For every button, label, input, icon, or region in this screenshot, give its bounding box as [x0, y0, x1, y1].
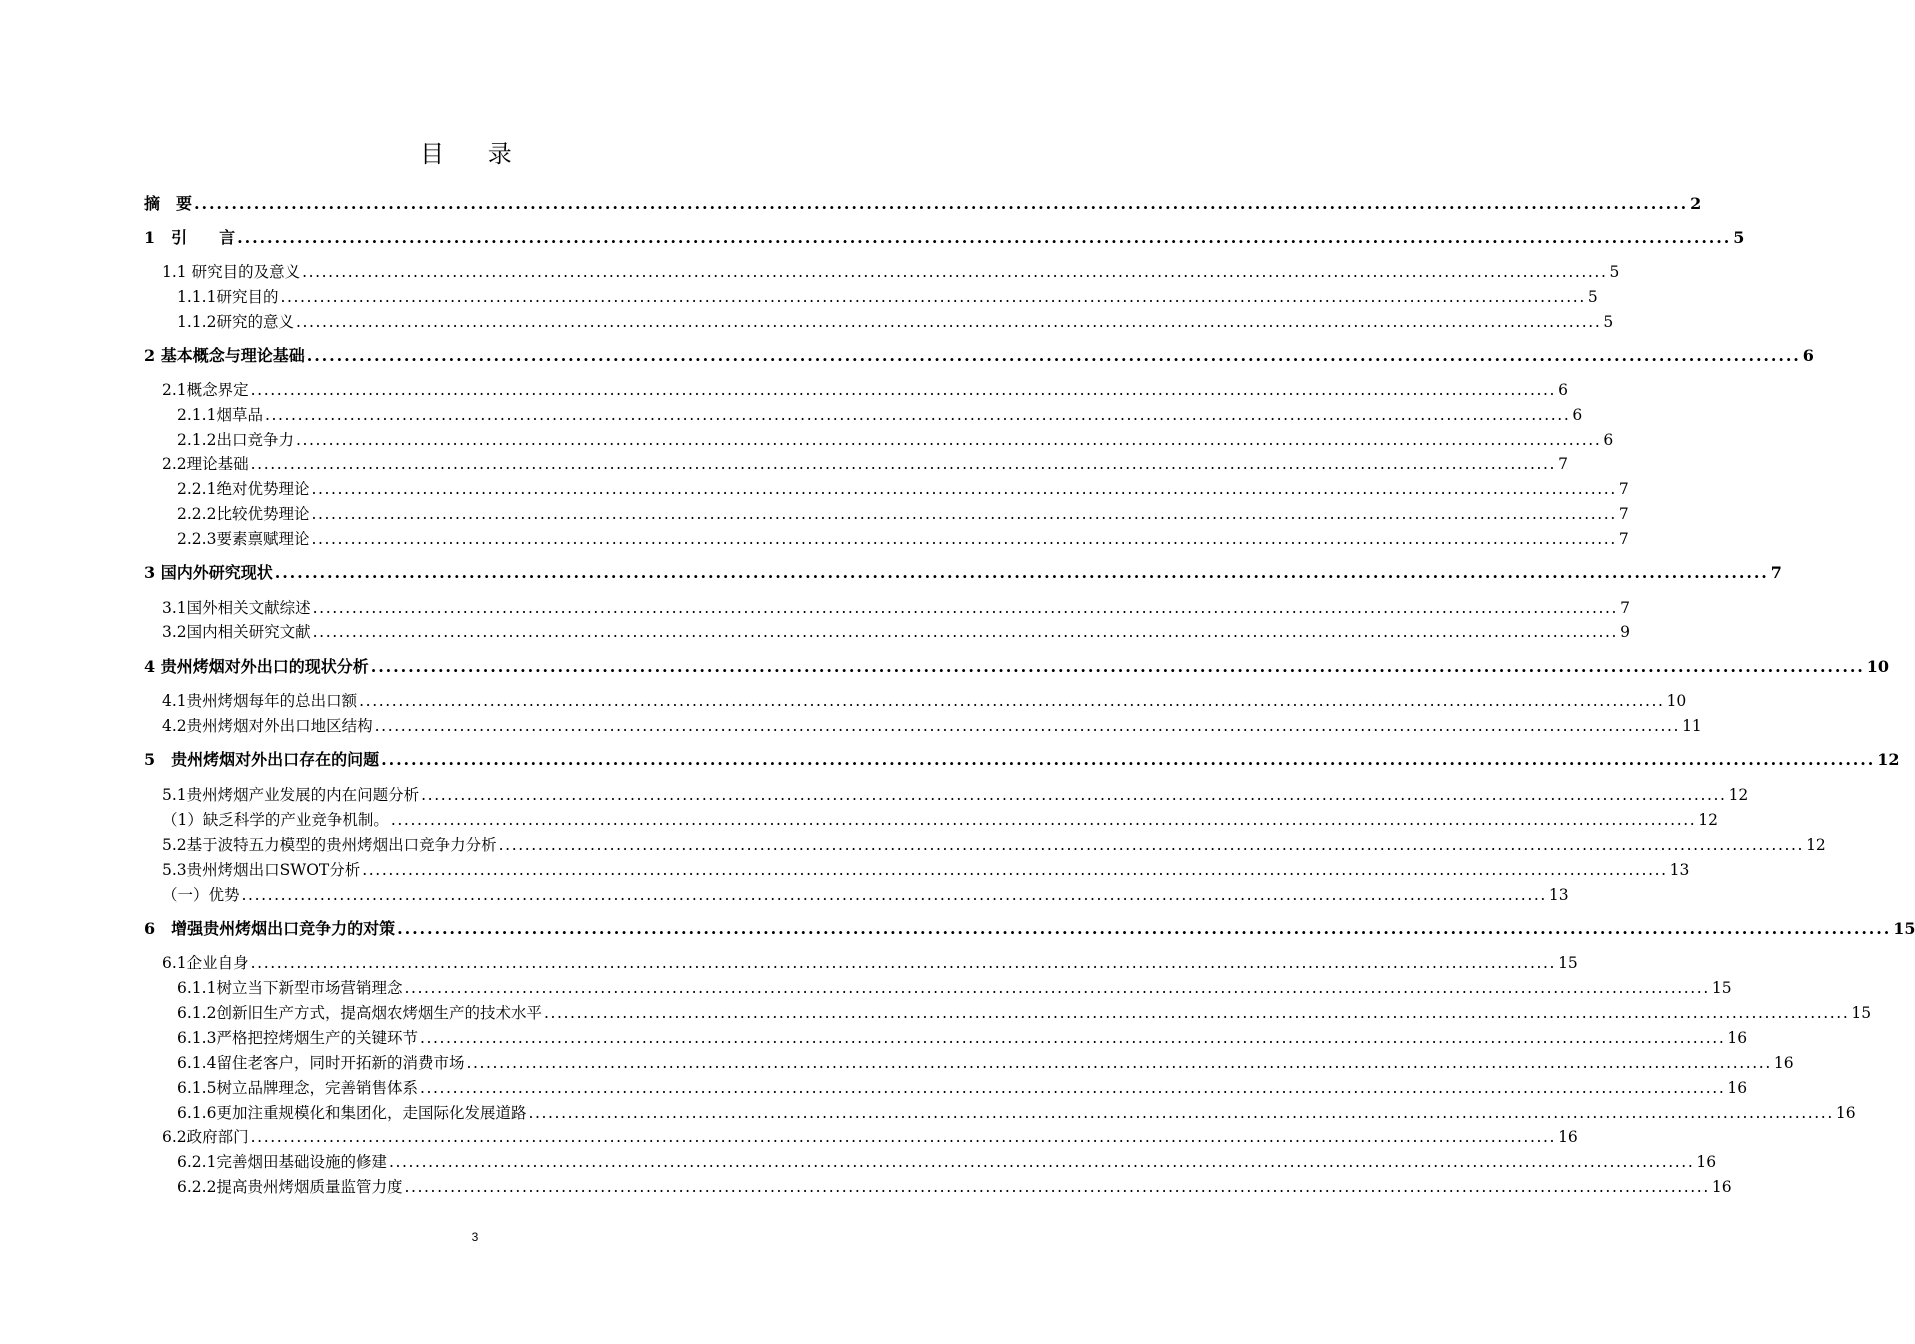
toc-entry-page: 10: [1666, 692, 1687, 710]
toc-leader-dots: ........................................................................................................................................................................................................: [466, 1054, 1772, 1072]
toc-entry-label: 1.1 研究目的及意义: [162, 263, 301, 281]
toc-leader-dots: ........................................................................................................................................................................................................: [381, 750, 1876, 769]
toc-entry-label: 5.2基于波特五力模型的贵州烤烟出口竞争力分析: [162, 836, 497, 854]
toc-entry-page: 13: [1548, 886, 1569, 904]
toc-entry-page: 6: [1802, 346, 1814, 365]
toc-entry[interactable]: [144, 919, 1915, 939]
toc-entry-label: 4 贵州烤烟对外出口的现状分析: [144, 657, 369, 676]
toc-entry-page: 7: [1620, 599, 1630, 617]
toc-leader-dots: ........................................................................................................................................................................................................: [390, 811, 1697, 829]
toc-entry-page: 16: [1558, 1128, 1578, 1146]
toc-entry-page: 12: [1698, 811, 1719, 829]
toc-entry[interactable]: [144, 978, 1732, 998]
toc-entry-label: 6.1.4留住老客户，同时开拓新的消费市场: [177, 1054, 465, 1072]
toc-entry-label: 5.3贵州烤烟出口SWOT分析: [162, 861, 361, 879]
toc-entry-label: 2.2.1绝对优势理论: [177, 480, 310, 498]
toc-entry[interactable]: [144, 860, 1690, 880]
toc-leader-dots: ........................................................................................................................................................................................................: [250, 455, 1557, 473]
toc-leader-dots: ........................................................................................................................................................................................................: [250, 381, 1557, 399]
toc-entry-label: 2.1.1烟草品: [177, 406, 263, 424]
toc-entry-label: 5.1贵州烤烟产业发展的内在问题分析: [162, 786, 420, 804]
toc-entry-label: 2.2.3要素禀赋理论: [177, 530, 310, 548]
toc-entry-page: 7: [1618, 480, 1629, 498]
toc-entry-page: 15: [1711, 979, 1732, 997]
toc-entry-label: 2 基本概念与理论基础: [144, 346, 305, 365]
toc-entry[interactable]: [144, 529, 1629, 549]
toc-entry[interactable]: [144, 750, 1900, 770]
page-number: 3: [471, 1230, 479, 1244]
toc-entry[interactable]: [144, 1127, 1578, 1147]
toc-leader-dots: ........................................................................................................................................................................................................: [302, 263, 1608, 281]
toc-entry[interactable]: [144, 563, 1782, 583]
toc-leader-dots: ........................................................................................................................................................................................................: [419, 1079, 1726, 1097]
toc-entry[interactable]: [144, 691, 1687, 711]
toc-entry[interactable]: [144, 1078, 1748, 1098]
toc-entry-page: 5: [1587, 288, 1598, 306]
toc-entry-page: 15: [1851, 1004, 1872, 1022]
toc-leader-dots: ........................................................................................................................................................................................................: [404, 1178, 1710, 1196]
toc-entry[interactable]: [144, 380, 1568, 400]
toc-leader-dots: ........................................................................................................................................................................................................: [359, 692, 1665, 710]
toc-entry[interactable]: [144, 1103, 1856, 1123]
toc-entry-page: 15: [1558, 954, 1578, 972]
toc-leader-dots: ........................................................................................................................................................................................................: [397, 919, 1892, 938]
toc-entry-label: （1）缺乏科学的产业竞争机制。: [162, 811, 389, 829]
toc-leader-dots: ........................................................................................................................................................................................................: [194, 194, 1689, 213]
toc-entry-page: 5: [1609, 263, 1620, 281]
toc-entry-label: 2.1概念界定: [162, 381, 249, 399]
toc-entry-page: 11: [1682, 717, 1702, 735]
toc-entry-label: 6.1.3严格把控烤烟生产的关键环节: [177, 1029, 418, 1047]
toc-entry[interactable]: [144, 1177, 1732, 1197]
toc-entry-label: 摘 要: [144, 194, 193, 213]
toc-leader-dots: ........................................................................................................................................................................................................: [250, 954, 1557, 972]
toc-entry[interactable]: [144, 835, 1826, 855]
toc-entry[interactable]: [144, 287, 1598, 307]
toc-entry[interactable]: [144, 716, 1702, 736]
toc-entry-page: 13: [1669, 861, 1690, 879]
toc-entry-label: 3.1国外相关文献综述: [162, 599, 311, 617]
toc-leader-dots: ........................................................................................................................................................................................................: [306, 346, 1801, 365]
toc-leader-dots: ........................................................................................................................................................................................................: [498, 836, 1805, 854]
toc-entry-label: 2.1.2出口竞争力: [177, 431, 294, 449]
toc-entry-label: 6.2政府部门: [162, 1128, 249, 1146]
toc-leader-dots: ........................................................................................................................................................................................................: [404, 979, 1710, 997]
toc-leader-dots: ........................................................................................................................................................................................................: [362, 861, 1668, 879]
toc-entry-page: 12: [1728, 786, 1749, 804]
toc-leader-dots: ........................................................................................................................................................................................................: [311, 480, 1617, 498]
toc-entry[interactable]: [144, 810, 1719, 830]
toc-entry[interactable]: [144, 430, 1614, 450]
toc-entry[interactable]: [144, 454, 1568, 474]
toc-entry-page: 16: [1835, 1104, 1856, 1122]
toc-entry-page: 7: [1770, 563, 1782, 582]
toc-entry-page: 7: [1558, 455, 1568, 473]
toc-entry[interactable]: [144, 479, 1629, 499]
toc-entry[interactable]: [144, 1053, 1794, 1073]
toc-entry[interactable]: [144, 312, 1614, 332]
toc-entry-page: 2: [1690, 194, 1702, 213]
toc-leader-dots: ........................................................................................................................................................................................................: [241, 886, 1547, 904]
toc-entry-page: 6: [1603, 431, 1614, 449]
toc-entry-label: 6.1.5树立品牌理念，完善销售体系: [177, 1079, 418, 1097]
toc-leader-dots: ........................................................................................................................................................................................................: [311, 505, 1617, 523]
toc-title: 目 录: [420, 140, 530, 168]
toc-leader-dots: ........................................................................................................................................................................................................: [274, 563, 1769, 582]
toc-leader-dots: ........................................................................................................................................................................................................: [370, 657, 1865, 676]
toc-leader-dots: ........................................................................................................................................................................................................: [295, 313, 1602, 331]
toc-entry[interactable]: [144, 1003, 1872, 1023]
toc-entry-label: 6.1.6更加注重规模化和集团化，走国际化发展道路: [177, 1104, 527, 1122]
toc-entry[interactable]: [144, 346, 1814, 366]
toc-leader-dots: ........................................................................................................................................................................................................: [311, 530, 1617, 548]
toc-entry[interactable]: [144, 785, 1749, 805]
toc-entry-label: 6.2.1完善烟田基础设施的修建: [177, 1153, 387, 1171]
toc-entry-page: 6: [1558, 381, 1568, 399]
toc-entry-label: 1 引 言: [144, 228, 236, 247]
toc-entry-page: 7: [1618, 505, 1629, 523]
toc-entry-label: 1.1.1研究目的: [177, 288, 279, 306]
toc-entry-page: 7: [1618, 530, 1629, 548]
toc-entry-page: 16: [1727, 1079, 1748, 1097]
toc-entry-label: 2.2.2比较优势理论: [177, 505, 310, 523]
toc-entry[interactable]: [144, 194, 1702, 214]
toc-entry-label: 2.2理论基础: [162, 455, 249, 473]
toc-entry-label: 6.1.2创新旧生产方式，提高烟农烤烟生产的技术水平: [177, 1004, 542, 1022]
toc-entry-page: 5: [1603, 313, 1614, 331]
toc-entry-page: 12: [1877, 750, 1900, 769]
toc-entry-label: （一）优势: [162, 886, 240, 904]
toc-leader-dots: ........................................................................................................................................................................................................: [312, 599, 1619, 617]
toc-entry[interactable]: [144, 657, 1890, 677]
toc-entry-label: 4.1贵州烤烟每年的总出口额: [162, 692, 358, 710]
toc-entry[interactable]: [144, 885, 1569, 905]
toc-entry-label: 3.2国内相关研究文献: [162, 623, 311, 641]
toc-entry[interactable]: [144, 405, 1583, 425]
toc-leader-dots: ........................................................................................................................................................................................................: [419, 1029, 1726, 1047]
toc-entry[interactable]: [144, 228, 1745, 248]
toc-leader-dots: ........................................................................................................................................................................................................: [312, 623, 1619, 641]
toc-entry-label: 1.1.2研究的意义: [177, 313, 294, 331]
toc-entry-label: 6.2.2提高贵州烤烟质量监管力度: [177, 1178, 403, 1196]
toc-entry[interactable]: [144, 1028, 1748, 1048]
toc-entry-page: 15: [1893, 919, 1915, 938]
toc-leader-dots: ........................................................................................................................................................................................................: [528, 1104, 1834, 1122]
toc-leader-dots: ........................................................................................................................................................................................................: [280, 288, 1586, 306]
toc-entry-label: 6.1企业自身: [162, 954, 249, 972]
toc-leader-dots: ........................................................................................................................................................................................................: [421, 786, 1727, 804]
toc-entry-page: 16: [1727, 1029, 1748, 1047]
toc-leader-dots: ........................................................................................................................................................................................................: [264, 406, 1571, 424]
toc-entry-label: 6 增强贵州烤烟出口竞争力的对策: [144, 919, 396, 938]
toc-entry-label: 4.2贵州烤烟对外出口地区结构: [162, 717, 373, 735]
toc-entry-page: 16: [1711, 1178, 1732, 1196]
toc-entry-page: 16: [1696, 1153, 1717, 1171]
toc-entry-page: 6: [1572, 406, 1583, 424]
toc-leader-dots: ........................................................................................................................................................................................................: [374, 717, 1681, 735]
toc-entry-page: 16: [1773, 1054, 1794, 1072]
toc-entry-page: 5: [1733, 228, 1745, 247]
toc-entry-label: 3 国内外研究现状: [144, 563, 273, 582]
toc-entry[interactable]: [144, 1152, 1717, 1172]
toc-entry[interactable]: [144, 953, 1578, 973]
toc-leader-dots: ........................................................................................................................................................................................................: [543, 1004, 1850, 1022]
toc-leader-dots: ........................................................................................................................................................................................................: [250, 1128, 1557, 1146]
toc-entry-page: 10: [1866, 657, 1890, 676]
toc-entry[interactable]: [144, 598, 1630, 618]
toc-entry-page: 12: [1806, 836, 1826, 854]
toc-leader-dots: ........................................................................................................................................................................................................: [388, 1153, 1695, 1171]
toc-entry[interactable]: [144, 262, 1620, 282]
toc-entry-label: 6.1.1树立当下新型市场营销理念: [177, 979, 403, 997]
toc-entry[interactable]: [144, 622, 1630, 642]
toc-entry[interactable]: [144, 504, 1629, 524]
toc-leader-dots: ........................................................................................................................................................................................................: [295, 431, 1602, 449]
toc-entry-page: 9: [1620, 623, 1630, 641]
toc-leader-dots: ........................................................................................................................................................................................................: [237, 228, 1732, 247]
toc-entry-label: 5 贵州烤烟对外出口存在的问题: [144, 750, 380, 769]
